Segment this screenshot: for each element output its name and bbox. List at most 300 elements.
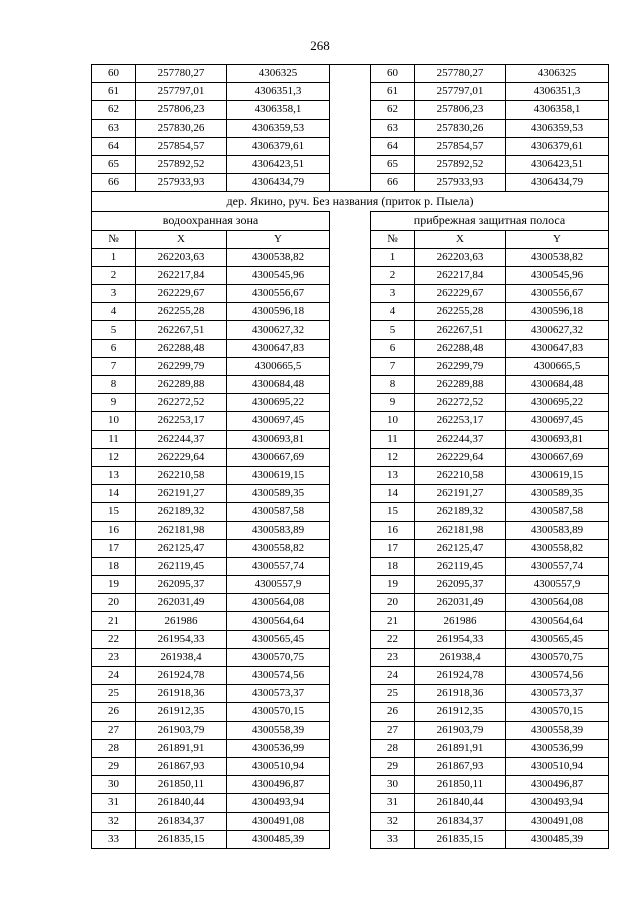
point-number-left: 22 [92, 630, 136, 648]
point-number-left: 10 [92, 412, 136, 430]
column-gap [330, 321, 371, 339]
point-number-right: 64 [371, 137, 415, 155]
point-number-right: 19 [371, 576, 415, 594]
table-row [92, 757, 609, 775]
x-coordinate-right: 262289,88 [415, 376, 506, 394]
column-gap [330, 412, 371, 430]
x-coordinate-right: 262119,45 [415, 557, 506, 575]
y-coordinate-left: 4300684,48 [227, 376, 330, 394]
x-coordinate-left: 262119,45 [136, 557, 227, 575]
y-coordinate-left: 4300573,37 [227, 685, 330, 703]
y-coordinate-right: 4306434,79 [506, 174, 609, 192]
point-number-left: 11 [92, 430, 136, 448]
y-coordinate-right: 4300491,08 [506, 812, 609, 830]
point-number-left: 26 [92, 703, 136, 721]
table-row [92, 630, 609, 648]
x-coordinate-right: 257892,52 [415, 155, 506, 173]
table-row [92, 703, 609, 721]
x-coordinate-left: 262267,51 [136, 321, 227, 339]
point-number-right: 29 [371, 757, 415, 775]
x-coordinate-right: 262288,48 [415, 339, 506, 357]
x-coordinate-left: 262031,49 [136, 594, 227, 612]
x-coordinate-left: 261938,4 [136, 648, 227, 666]
y-coordinate-left: 4300570,75 [227, 648, 330, 666]
point-number-right: 12 [371, 448, 415, 466]
y-coordinate-right: 4300545,96 [506, 266, 609, 284]
point-number-left: 28 [92, 739, 136, 757]
y-coordinate-left: 4300647,83 [227, 339, 330, 357]
point-number-left: 8 [92, 376, 136, 394]
header-x-right: X [415, 230, 506, 248]
x-coordinate-right: 261891,91 [415, 739, 506, 757]
y-coordinate-right: 4300493,94 [506, 794, 609, 812]
point-number-left: 65 [92, 155, 136, 173]
x-coordinate-right: 262244,37 [415, 430, 506, 448]
x-coordinate-right: 262189,32 [415, 503, 506, 521]
x-coordinate-right: 261903,79 [415, 721, 506, 739]
column-gap [330, 339, 371, 357]
column-gap [330, 266, 371, 284]
point-number-right: 61 [371, 83, 415, 101]
column-gap [330, 830, 371, 848]
point-number-left: 27 [92, 721, 136, 739]
x-coordinate-left: 261867,93 [136, 757, 227, 775]
x-coordinate-right: 262299,79 [415, 357, 506, 375]
column-gap [330, 83, 371, 101]
column-gap [330, 685, 371, 703]
x-coordinate-left: 262189,32 [136, 503, 227, 521]
column-gap [330, 667, 371, 685]
point-number-right: 6 [371, 339, 415, 357]
point-number-left: 63 [92, 119, 136, 137]
y-coordinate-left: 4300665,5 [227, 357, 330, 375]
y-coordinate-right: 4300693,81 [506, 430, 609, 448]
column-gap [330, 630, 371, 648]
column-gap [330, 448, 371, 466]
x-coordinate-right: 261954,33 [415, 630, 506, 648]
column-gap [330, 119, 371, 137]
y-coordinate-right: 4306359,53 [506, 119, 609, 137]
y-coordinate-left: 4300558,82 [227, 539, 330, 557]
y-coordinate-right: 4300557,74 [506, 557, 609, 575]
table-row [92, 174, 609, 192]
y-coordinate-left: 4300583,89 [227, 521, 330, 539]
point-number-left: 62 [92, 101, 136, 119]
column-gap [330, 739, 371, 757]
x-coordinate-right: 262203,63 [415, 248, 506, 266]
y-coordinate-right: 4300496,87 [506, 776, 609, 794]
y-coordinate-left: 4300491,08 [227, 812, 330, 830]
y-coordinate-left: 4300570,15 [227, 703, 330, 721]
x-coordinate-left: 257933,93 [136, 174, 227, 192]
header-number-left: № [92, 230, 136, 248]
y-coordinate-right: 4306423,51 [506, 155, 609, 173]
column-gap [330, 794, 371, 812]
column-gap [330, 137, 371, 155]
point-number-right: 18 [371, 557, 415, 575]
point-number-left: 2 [92, 266, 136, 284]
point-number-left: 64 [92, 137, 136, 155]
table-row [92, 667, 609, 685]
table-row [92, 101, 609, 119]
point-number-left: 5 [92, 321, 136, 339]
x-coordinate-left: 262229,67 [136, 285, 227, 303]
left-subtitle: водоохранная зона [92, 212, 330, 230]
table-row [92, 285, 609, 303]
y-coordinate-left: 4300510,94 [227, 757, 330, 775]
y-coordinate-left: 4300574,56 [227, 667, 330, 685]
y-coordinate-right: 4300619,15 [506, 466, 609, 484]
y-coordinate-left: 4300558,39 [227, 721, 330, 739]
column-gap [330, 812, 371, 830]
y-coordinate-left: 4300697,45 [227, 412, 330, 430]
x-coordinate-right: 261834,37 [415, 812, 506, 830]
point-number-right: 16 [371, 521, 415, 539]
x-coordinate-left: 261840,44 [136, 794, 227, 812]
x-coordinate-right: 261924,78 [415, 667, 506, 685]
column-gap [330, 539, 371, 557]
table-row [92, 466, 609, 484]
column-gap [330, 394, 371, 412]
point-number-left: 60 [92, 65, 136, 83]
column-gap [330, 721, 371, 739]
x-coordinate-left: 257797,01 [136, 83, 227, 101]
y-coordinate-left: 4306351,3 [227, 83, 330, 101]
y-coordinate-left: 4306325 [227, 65, 330, 83]
point-number-left: 30 [92, 776, 136, 794]
y-coordinate-left: 4300496,87 [227, 776, 330, 794]
column-gap [330, 557, 371, 575]
x-coordinate-right: 262031,49 [415, 594, 506, 612]
x-coordinate-left: 261924,78 [136, 667, 227, 685]
table-row [92, 685, 609, 703]
y-coordinate-left: 4306434,79 [227, 174, 330, 192]
column-gap [330, 285, 371, 303]
table-row [92, 557, 609, 575]
y-coordinate-right: 4300570,15 [506, 703, 609, 721]
point-number-left: 31 [92, 794, 136, 812]
point-number-left: 15 [92, 503, 136, 521]
y-coordinate-right: 4306351,3 [506, 83, 609, 101]
y-coordinate-right: 4300697,45 [506, 412, 609, 430]
table-row [92, 794, 609, 812]
column-gap [330, 648, 371, 666]
x-coordinate-right: 262253,17 [415, 412, 506, 430]
point-number-left: 12 [92, 448, 136, 466]
x-coordinate-right: 262229,67 [415, 285, 506, 303]
y-coordinate-left: 4300557,74 [227, 557, 330, 575]
x-coordinate-right: 261986 [415, 612, 506, 630]
header-y-left: Y [227, 230, 330, 248]
y-coordinate-left: 4300695,22 [227, 394, 330, 412]
point-number-left: 6 [92, 339, 136, 357]
point-number-right: 13 [371, 466, 415, 484]
column-gap [330, 174, 371, 192]
y-coordinate-left: 4300565,45 [227, 630, 330, 648]
point-number-right: 28 [371, 739, 415, 757]
point-number-left: 66 [92, 174, 136, 192]
point-number-left: 23 [92, 648, 136, 666]
x-coordinate-right: 262181,98 [415, 521, 506, 539]
column-gap [330, 757, 371, 775]
column-gap [330, 376, 371, 394]
x-coordinate-right: 262229,64 [415, 448, 506, 466]
x-coordinate-right: 262191,27 [415, 485, 506, 503]
y-coordinate-right: 4300565,45 [506, 630, 609, 648]
x-coordinate-left: 261912,35 [136, 703, 227, 721]
x-coordinate-left: 262217,84 [136, 266, 227, 284]
coordinates-table [91, 64, 609, 849]
point-number-left: 61 [92, 83, 136, 101]
y-coordinate-right: 4300573,37 [506, 685, 609, 703]
point-number-left: 24 [92, 667, 136, 685]
y-coordinate-right: 4306379,61 [506, 137, 609, 155]
y-coordinate-left: 4306359,53 [227, 119, 330, 137]
section-rows [92, 248, 609, 848]
x-coordinate-right: 261850,11 [415, 776, 506, 794]
point-number-right: 33 [371, 830, 415, 848]
y-coordinate-right: 4300695,22 [506, 394, 609, 412]
x-coordinate-right: 261867,93 [415, 757, 506, 775]
y-coordinate-right: 4300574,56 [506, 667, 609, 685]
header-number-right: № [371, 230, 415, 248]
table-row [92, 521, 609, 539]
x-coordinate-right: 257830,26 [415, 119, 506, 137]
column-gap [330, 776, 371, 794]
point-number-right: 8 [371, 376, 415, 394]
y-coordinate-left: 4300627,32 [227, 321, 330, 339]
column-gap [330, 703, 371, 721]
point-number-left: 7 [92, 357, 136, 375]
table-row [92, 83, 609, 101]
x-coordinate-left: 257780,27 [136, 65, 227, 83]
y-coordinate-right: 4300485,39 [506, 830, 609, 848]
column-gap [330, 466, 371, 484]
point-number-left: 33 [92, 830, 136, 848]
table-row [92, 412, 609, 430]
x-coordinate-left: 257806,23 [136, 101, 227, 119]
table-row [92, 266, 609, 284]
x-coordinate-left: 262210,58 [136, 466, 227, 484]
x-coordinate-left: 262253,17 [136, 412, 227, 430]
y-coordinate-right: 4300538,82 [506, 248, 609, 266]
y-coordinate-left: 4306358,1 [227, 101, 330, 119]
y-coordinate-left: 4300693,81 [227, 430, 330, 448]
point-number-right: 10 [371, 412, 415, 430]
y-coordinate-right: 4300510,94 [506, 757, 609, 775]
x-coordinate-left: 262289,88 [136, 376, 227, 394]
y-coordinate-left: 4300587,58 [227, 503, 330, 521]
point-number-right: 4 [371, 303, 415, 321]
header-y-right: Y [506, 230, 609, 248]
point-number-left: 25 [92, 685, 136, 703]
column-gap [330, 248, 371, 266]
point-number-right: 25 [371, 685, 415, 703]
column-gap [330, 303, 371, 321]
point-number-right: 63 [371, 119, 415, 137]
y-coordinate-right: 4306358,1 [506, 101, 609, 119]
table-row [92, 394, 609, 412]
x-coordinate-right: 262217,84 [415, 266, 506, 284]
point-number-left: 4 [92, 303, 136, 321]
y-coordinate-right: 4300564,64 [506, 612, 609, 630]
x-coordinate-left: 262095,37 [136, 576, 227, 594]
point-number-right: 9 [371, 394, 415, 412]
table-row [92, 576, 609, 594]
point-number-right: 15 [371, 503, 415, 521]
point-number-right: 22 [371, 630, 415, 648]
point-number-left: 13 [92, 466, 136, 484]
point-number-right: 65 [371, 155, 415, 173]
page-number: 268 [310, 38, 330, 53]
y-coordinate-right: 4300665,5 [506, 357, 609, 375]
table-row [92, 503, 609, 521]
x-coordinate-left: 261891,91 [136, 739, 227, 757]
x-coordinate-left: 262191,27 [136, 485, 227, 503]
y-coordinate-left: 4300556,67 [227, 285, 330, 303]
x-coordinate-left: 262203,63 [136, 248, 227, 266]
y-coordinate-right: 4300583,89 [506, 521, 609, 539]
x-coordinate-right: 262272,52 [415, 394, 506, 412]
point-number-right: 1 [371, 248, 415, 266]
y-coordinate-left: 4300596,18 [227, 303, 330, 321]
point-number-right: 2 [371, 266, 415, 284]
x-coordinate-left: 257830,26 [136, 119, 227, 137]
x-coordinate-left: 261850,11 [136, 776, 227, 794]
y-coordinate-left: 4300485,39 [227, 830, 330, 848]
x-coordinate-left: 261835,15 [136, 830, 227, 848]
table-row [92, 448, 609, 466]
y-coordinate-left: 4306423,51 [227, 155, 330, 173]
right-subtitle: прибрежная защитная полоса [371, 212, 609, 230]
point-number-right: 27 [371, 721, 415, 739]
coordinates-document [91, 64, 608, 849]
header-x-left: X [136, 230, 227, 248]
point-number-right: 11 [371, 430, 415, 448]
y-coordinate-left: 4300545,96 [227, 266, 330, 284]
x-coordinate-left: 262255,28 [136, 303, 227, 321]
point-number-right: 60 [371, 65, 415, 83]
x-coordinate-right: 257797,01 [415, 83, 506, 101]
x-coordinate-right: 262255,28 [415, 303, 506, 321]
table-row [92, 594, 609, 612]
point-number-right: 30 [371, 776, 415, 794]
x-coordinate-left: 262244,37 [136, 430, 227, 448]
x-coordinate-right: 261840,44 [415, 794, 506, 812]
y-coordinate-right: 4300627,32 [506, 321, 609, 339]
x-coordinate-left: 262299,79 [136, 357, 227, 375]
x-coordinate-left: 261834,37 [136, 812, 227, 830]
x-coordinate-right: 261912,35 [415, 703, 506, 721]
table-row [92, 339, 609, 357]
x-coordinate-right: 257854,57 [415, 137, 506, 155]
x-coordinate-right: 261835,15 [415, 830, 506, 848]
y-coordinate-right: 4300684,48 [506, 376, 609, 394]
point-number-right: 23 [371, 648, 415, 666]
point-number-left: 21 [92, 612, 136, 630]
point-number-right: 32 [371, 812, 415, 830]
point-number-left: 9 [92, 394, 136, 412]
y-coordinate-right: 4300556,67 [506, 285, 609, 303]
column-gap [330, 612, 371, 630]
y-coordinate-right: 4300667,69 [506, 448, 609, 466]
x-coordinate-left: 261986 [136, 612, 227, 630]
table-row [92, 776, 609, 794]
x-coordinate-left: 261954,33 [136, 630, 227, 648]
y-coordinate-right: 4300536,99 [506, 739, 609, 757]
table-row [92, 539, 609, 557]
column-gap [330, 155, 371, 173]
table-row [92, 612, 609, 630]
point-number-left: 18 [92, 557, 136, 575]
point-number-right: 21 [371, 612, 415, 630]
y-coordinate-right: 4300570,75 [506, 648, 609, 666]
y-coordinate-left: 4300493,94 [227, 794, 330, 812]
y-coordinate-left: 4300557,9 [227, 576, 330, 594]
point-number-left: 17 [92, 539, 136, 557]
point-number-right: 26 [371, 703, 415, 721]
y-coordinate-right: 4300558,82 [506, 539, 609, 557]
column-gap [330, 65, 371, 83]
x-coordinate-left: 262288,48 [136, 339, 227, 357]
x-coordinate-right: 262095,37 [415, 576, 506, 594]
column-gap [330, 594, 371, 612]
y-coordinate-right: 4300589,35 [506, 485, 609, 503]
y-coordinate-left: 4300564,64 [227, 612, 330, 630]
table-row [92, 721, 609, 739]
x-coordinate-right: 257780,27 [415, 65, 506, 83]
top-rows [92, 65, 609, 192]
point-number-left: 16 [92, 521, 136, 539]
y-coordinate-left: 4300538,82 [227, 248, 330, 266]
point-number-left: 32 [92, 812, 136, 830]
table-row [92, 357, 609, 375]
x-coordinate-right: 257806,23 [415, 101, 506, 119]
x-coordinate-left: 261903,79 [136, 721, 227, 739]
x-coordinate-right: 261938,4 [415, 648, 506, 666]
table-row [92, 65, 609, 83]
point-number-left: 20 [92, 594, 136, 612]
column-gap [330, 485, 371, 503]
x-coordinate-left: 262181,98 [136, 521, 227, 539]
x-coordinate-left: 262272,52 [136, 394, 227, 412]
table-row [92, 830, 609, 848]
table-row [92, 376, 609, 394]
y-coordinate-right: 4306325 [506, 65, 609, 83]
column-gap [330, 357, 371, 375]
table-row [92, 155, 609, 173]
x-coordinate-left: 262229,64 [136, 448, 227, 466]
y-coordinate-right: 4300557,9 [506, 576, 609, 594]
section-title: дер. Якино, руч. Без названия (приток р. Пыела) [92, 192, 609, 212]
y-coordinate-left: 4300536,99 [227, 739, 330, 757]
y-coordinate-left: 4306379,61 [227, 137, 330, 155]
column-gap [330, 521, 371, 539]
point-number-right: 5 [371, 321, 415, 339]
y-coordinate-right: 4300587,58 [506, 503, 609, 521]
x-coordinate-right: 262210,58 [415, 466, 506, 484]
x-coordinate-left: 257854,57 [136, 137, 227, 155]
table-row [92, 739, 609, 757]
y-coordinate-right: 4300596,18 [506, 303, 609, 321]
y-coordinate-left: 4300619,15 [227, 466, 330, 484]
column-gap [330, 230, 371, 248]
point-number-left: 3 [92, 285, 136, 303]
point-number-left: 1 [92, 248, 136, 266]
y-coordinate-left: 4300564,08 [227, 594, 330, 612]
table-row [92, 485, 609, 503]
x-coordinate-right: 262267,51 [415, 321, 506, 339]
